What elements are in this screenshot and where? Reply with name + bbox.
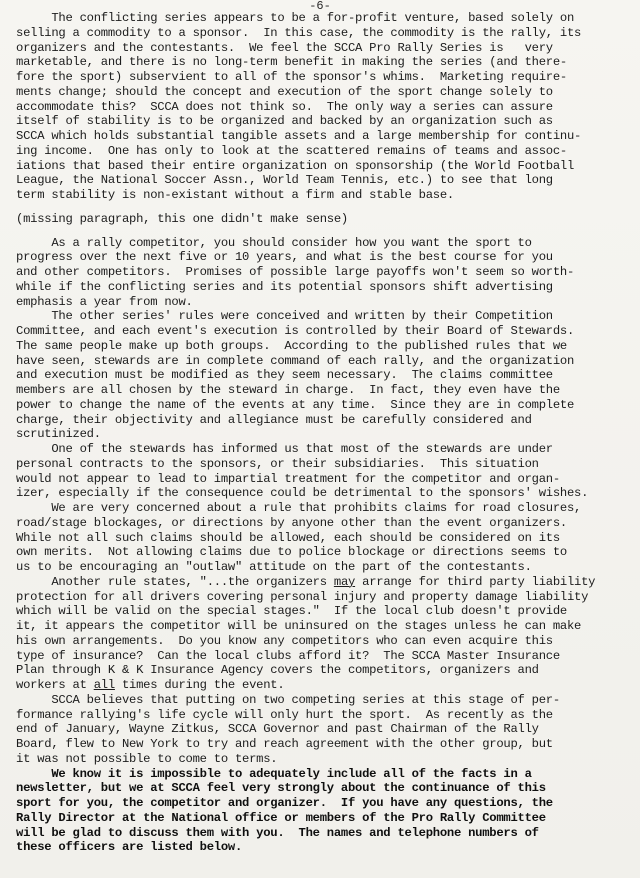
text-line: The same people make up both groups. According to the published rules that we: [16, 338, 567, 353]
text-line: izer, especially if the consequence could be detrimental to the sponsors' wishes.: [16, 486, 589, 501]
text-line: us to be encouraging an "outlaw" attitude on the part of the contestants.: [16, 560, 532, 574]
text-line: end of January, Wayne Zitkus, SCCA Governor and past Chairman of the Rally: [16, 722, 539, 737]
text-line: these officers are listed below.: [16, 840, 243, 855]
text-line: One of the stewards has informed us that most of the stewards are under: [16, 442, 553, 456]
text-line: (missing paragraph, this one didn't make sense): [16, 211, 348, 226]
text-line: protection for all drivers covering personal injury and property damage liability: [16, 589, 589, 604]
text-line: own merits. Not allowing claims due to police blockage or directions seems to: [16, 545, 567, 560]
text-line: type of insurance? Can the local clubs afford it? The SCCA Master Insurance: [16, 648, 560, 663]
text-line: road/stage blockages, or directions by anyone other than the event organizers.: [16, 515, 567, 530]
text-line: while if the conflicting series and its potential sponsors shift advertising: [16, 279, 553, 294]
text-line: fore the sport) subservient to all of the sponsor's whims. Marketing require-: [16, 70, 567, 84]
text-line: selling a commodity to a sponsor. In this case, the commodity is the rally, its: [16, 25, 582, 40]
text-line: sport for you, the competitor and organizer. If you have any questions, the: [16, 796, 553, 810]
text-line: progress over the next five or 10 years, and what is the best course for you: [16, 250, 553, 265]
text-line: SCCA believes that putting on two competing series at this stage of per-: [16, 692, 560, 707]
text-line: Committee, and each event's execution is controlled by their Board of Stewards.: [16, 324, 575, 338]
text-line: We are very concerned about a rule that prohibits claims for road closures,: [16, 501, 582, 515]
text-line: As a rally competitor, you should consider how you want the sport to: [16, 235, 532, 250]
text-line: members are all chosen by the steward in charge. In fact, they even have the: [16, 383, 560, 397]
text-line: scrutinized.: [16, 427, 101, 442]
text-line: ments change; should the concept and execution of the sport change solely to: [16, 84, 553, 99]
text-line: The other series' rules were conceived and written by their Competition: [16, 309, 553, 324]
text-line-underlined: Another rule states, "...the organizers may arrange for third party liability: [16, 574, 596, 589]
text-line: iations that based their entire organization on sponsorship (the World Football: [16, 158, 575, 173]
text-line: term stability is non-existant without a firm and stable base.: [16, 188, 454, 202]
text-line: We know it is impossible to adequately include all of the facts in a: [16, 766, 532, 781]
text-line: and other competitors. Promises of possible large payoffs won't seem so worth-: [16, 265, 575, 279]
text-line: While not all such claims should be allowed, each should be considered on its: [16, 530, 560, 545]
text-line: will be glad to discuss them with you. The names and telephone numbers of: [16, 825, 539, 840]
text-line: SCCA which holds substantial tangible assets and a large membership for continu-: [16, 129, 582, 143]
text-line: newsletter, but we at SCCA feel very strongly about the continuance of this: [16, 781, 546, 796]
text-line: Board, flew to New York to try and reach agreement with the other group, but: [16, 737, 553, 751]
text-line: power to change the name of the events at any time. Since they are in complete: [16, 397, 575, 412]
text-line: League, the National Soccer Assn., World Team Tennis, etc.) to see that long: [16, 173, 553, 188]
text-line-underlined: workers at all times during the event.: [16, 678, 285, 692]
text-line: ing income. One has only to look at the scattered remains of teams and assoc-: [16, 143, 567, 158]
text-line: his own arrangements. Do you know any competitors who can even acquire this: [16, 633, 553, 648]
text-line: it was not possible to come to terms.: [16, 751, 278, 766]
text-line: have seen, stewards are in complete command of each rally, and the organization: [16, 353, 575, 368]
text-line: itself of stability is to be organized and backed by an organization such as: [16, 114, 553, 129]
text-line: The conflicting series appears to be a for-profit venture, based solely on: [16, 11, 575, 25]
text-line: charge, their objectivity and allegiance must be carefully considered and: [16, 412, 532, 427]
paragraph-gap: [16, 203, 628, 212]
text-line: marketable, and there is no long-term benefit in making the series (and there-: [16, 55, 567, 70]
text-line: emphasis a year from now.: [16, 294, 193, 309]
text-line: organizers and the contestants. We feel the SCCA Pro Rally Series is very: [16, 40, 553, 55]
text-line: Plan through K & K Insurance Agency covers the competitors, organizers and: [16, 663, 539, 678]
page-number: -6-: [309, 0, 331, 13]
text-line: which will be valid on the special stages." If the local club doesn't provide: [16, 604, 567, 619]
paragraph-gap: [16, 227, 628, 236]
text-line: Rally Director at the National office or members of the Pro Rally Committee: [16, 810, 546, 825]
text-line: accommodate this? SCCA does not think so. The only way a series can assure: [16, 99, 553, 114]
document-body: [16, 11, 628, 855]
text-line: would not appear to lead to impartial treatment for the competitor and organ-: [16, 471, 560, 486]
text-line: personal contracts to the sponsors, or their subsidiaries. This situation: [16, 456, 539, 471]
text-line: and execution must be modified as they seem necessary. The claims committee: [16, 368, 553, 383]
text-line: formance rallying's life cycle will only hurt the sport. As recently as the: [16, 707, 553, 722]
text-line: it, it appears the competitor will be uninsured on the stages unless he can make: [16, 619, 582, 633]
